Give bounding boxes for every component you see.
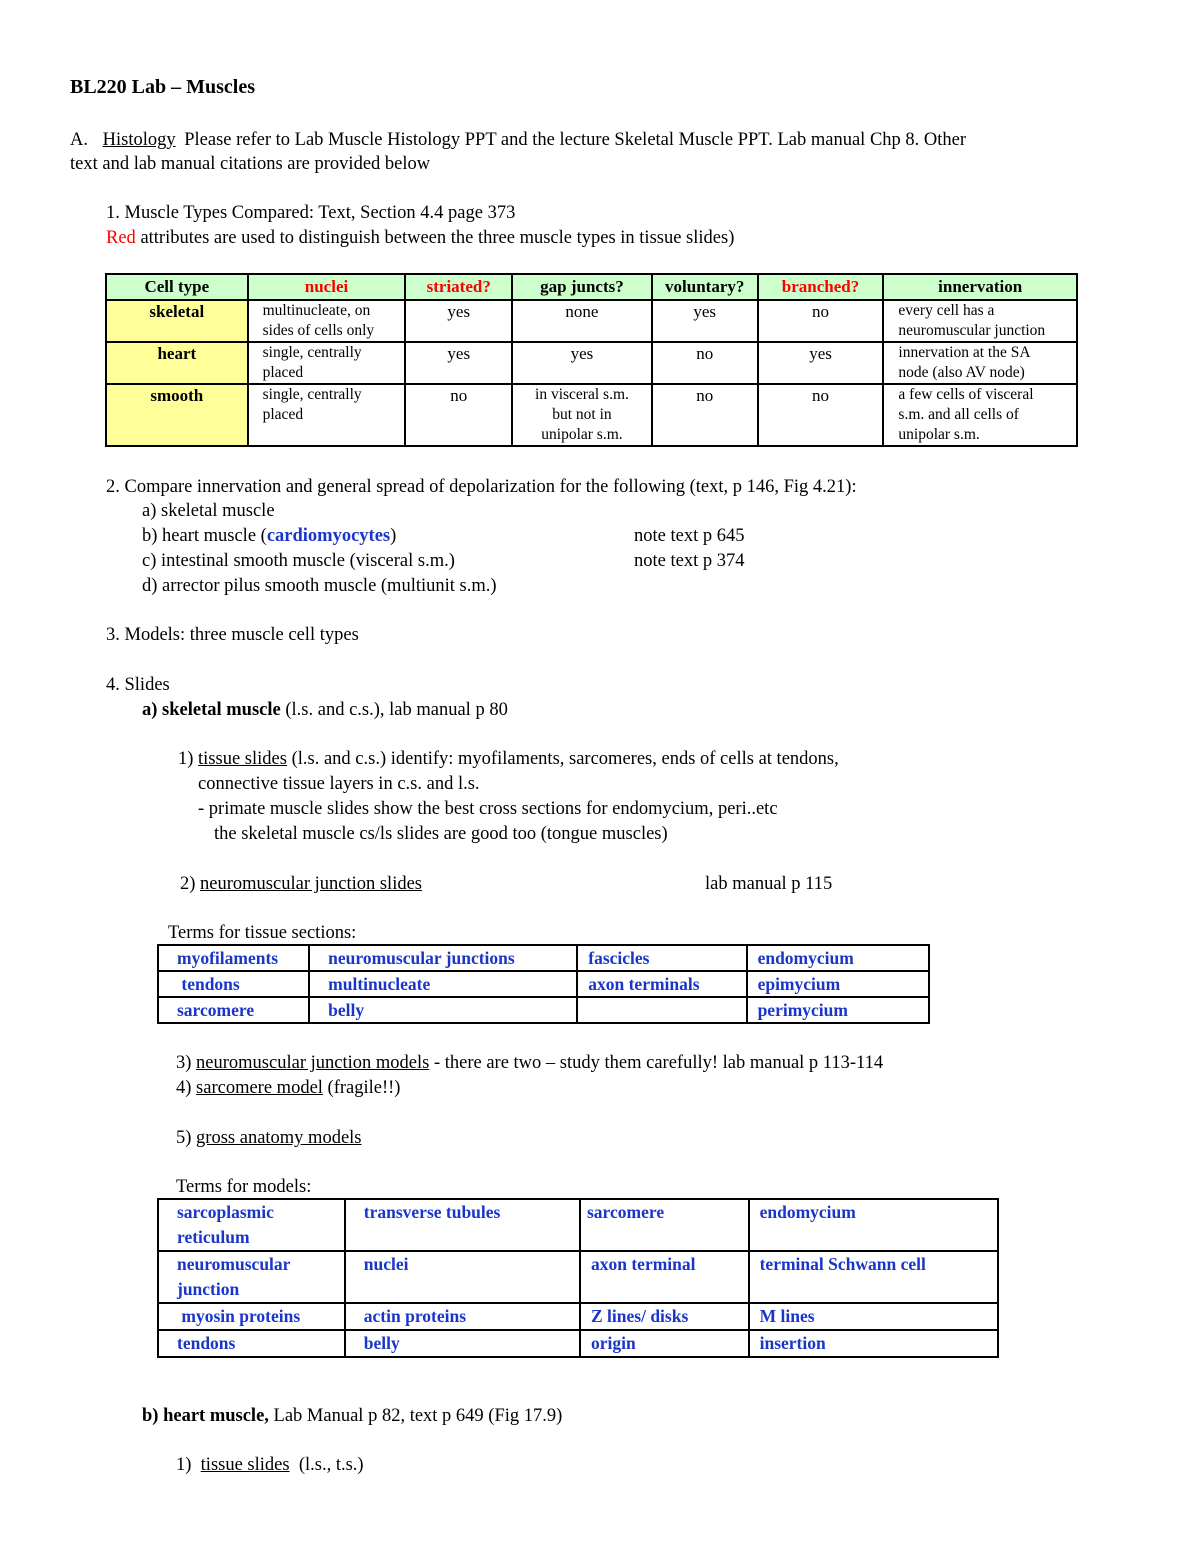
cell-innervation: innervation at the SA node (also AV node) <box>883 342 1077 384</box>
terms-label: Terms for tissue sections: <box>168 923 357 943</box>
models-label: Terms for models: <box>176 1177 312 1197</box>
term-cell: fascicles <box>577 945 746 971</box>
term-cell: epimycium <box>747 971 929 997</box>
cell-branched: yes <box>758 342 884 384</box>
cell-type: skeletal <box>106 300 248 342</box>
term-cell: nuclei <box>345 1251 580 1303</box>
cell-nuclei: multinucleate, on sides of cells only <box>248 300 406 342</box>
term-cell: perimycium <box>747 997 929 1023</box>
heart-slide-1-rest: (l.s., t.s.) <box>289 1455 364 1475</box>
term-cell: tendons <box>158 1330 345 1357</box>
slide-4-link: sarcomere model <box>196 1078 323 1098</box>
slide-4 <box>176 1076 400 1100</box>
slide-2-num: 2) <box>180 874 201 894</box>
terms-models-table <box>157 1198 999 1358</box>
section-intro-2: text and lab manual citations are provided below <box>70 154 431 174</box>
item2-c-note: note text p 374 <box>634 551 745 571</box>
header-cell: nuclei <box>248 274 406 300</box>
term-cell: origin <box>580 1330 749 1357</box>
item2-d: d) arrector pilus smooth muscle (multiunit s.m.) <box>142 576 497 596</box>
cell-gap: none <box>512 300 652 342</box>
heart-slide-1-link: tissue slides <box>200 1455 290 1475</box>
item2-b-note: note text p 645 <box>634 526 745 546</box>
term-cell: transverse tubules <box>345 1199 580 1251</box>
header-cell: branched? <box>758 274 884 300</box>
term-cell: neuromuscular junctions <box>309 945 577 971</box>
term-cell: endomycium <box>749 1199 998 1251</box>
slide-2-link: neuromuscular junction slides <box>200 874 423 894</box>
section-intro-1: Please refer to Lab Muscle Histology PPT and the lecture Skeletal Muscle PPT. Lab manual Chp 8. Other <box>184 130 967 150</box>
term-cell: terminal Schwann cell <box>749 1251 998 1303</box>
item4-b <box>142 1404 562 1428</box>
item2-b <box>142 524 396 548</box>
cell-striated: yes <box>405 300 512 342</box>
heart-slide-1 <box>176 1453 364 1477</box>
table-row <box>158 1330 998 1357</box>
table-row <box>158 1251 998 1303</box>
slide-5-link: gross anatomy models <box>196 1128 362 1148</box>
item4-a <box>142 698 508 722</box>
cardiomyocytes-term: cardiomyocytes <box>266 526 391 546</box>
term-cell: myosin proteins <box>158 1303 345 1330</box>
table-row <box>158 945 929 971</box>
slide-2-note: lab manual p 115 <box>705 874 833 894</box>
slide-1-line4: the skeletal muscle cs/ls slides are good too (tongue muscles) <box>214 824 668 844</box>
slide-3-link: neuromuscular junction models <box>196 1053 430 1073</box>
slide-1-num: 1) <box>178 749 199 769</box>
slide-3-num: 3) <box>176 1053 197 1073</box>
slide-1-line2: connective tissue layers in c.s. and l.s. <box>198 774 480 794</box>
section-letter: A. <box>70 130 88 150</box>
term-cell: belly <box>345 1330 580 1357</box>
cell-voluntary: no <box>652 384 758 446</box>
term-cell: axon terminal <box>580 1251 749 1303</box>
header-cell: gap juncts? <box>512 274 652 300</box>
slide-4-num: 4) <box>176 1078 197 1098</box>
term-cell: actin proteins <box>345 1303 580 1330</box>
item4-b-rest: Lab Manual p 82, text p 649 (Fig 17.9) <box>268 1406 563 1426</box>
header-cell: striated? <box>405 274 512 300</box>
term-cell: multinucleate <box>309 971 577 997</box>
slide-1-link: tissue slides <box>198 749 287 769</box>
term-cell: tendons <box>158 971 309 997</box>
slide-3 <box>176 1051 883 1075</box>
term-cell: axon terminals <box>577 971 746 997</box>
item1-note-rest: attributes are used to distinguish between the three muscle types in tissue slides) <box>135 228 735 248</box>
term-cell: Z lines/ disks <box>580 1303 749 1330</box>
item4-a-rest: (l.s. and c.s.), lab manual p 80 <box>280 700 508 720</box>
cell-branched: no <box>758 300 884 342</box>
slide-2 <box>180 872 422 896</box>
heart-slide-1-num: 1) <box>176 1455 201 1475</box>
table-row <box>106 384 1077 446</box>
cell-innervation: a few cells of visceral s.m. and all cells of unipolar s.m. <box>883 384 1077 446</box>
item2-b-pre: b) heart muscle ( <box>142 526 267 546</box>
term-cell <box>577 997 746 1023</box>
item3-line: 3. Models: three muscle cell types <box>106 625 359 645</box>
term-cell: neuromuscular junction <box>158 1251 345 1303</box>
table-row <box>158 1303 998 1330</box>
item4-a-bold: a) skeletal muscle <box>142 700 281 720</box>
header-cell: voluntary? <box>652 274 758 300</box>
item1-note <box>106 226 734 250</box>
table-row <box>106 300 1077 342</box>
slide-5 <box>176 1126 362 1150</box>
table-row <box>158 1199 998 1251</box>
term-cell: belly <box>309 997 577 1023</box>
cell-voluntary: yes <box>652 300 758 342</box>
cell-branched: no <box>758 384 884 446</box>
item2-a: a) skeletal muscle <box>142 501 275 521</box>
header-cell: innervation <box>883 274 1077 300</box>
section-heading: Histology <box>102 130 176 150</box>
muscle-types-table <box>105 273 1078 447</box>
section-a-line1 <box>70 128 966 152</box>
term-cell: insertion <box>749 1330 998 1357</box>
cell-innervation: every cell has a neuromuscular junction <box>883 300 1077 342</box>
cell-nuclei: single, centrally placed <box>248 342 406 384</box>
item1-line: 1. Muscle Types Compared: Text, Section 4.4 page 373 <box>106 203 516 223</box>
term-cell: myofilaments <box>158 945 309 971</box>
cell-gap: in visceral s.m. but not in unipolar s.m. <box>512 384 652 446</box>
cell-type: heart <box>106 342 248 384</box>
slide-1-rest: (l.s. and c.s.) identify: myofilaments, sarcomeres, ends of cells at tendons, <box>286 749 839 769</box>
slide-1 <box>178 747 839 771</box>
red-word: Red <box>106 228 136 248</box>
term-cell: M lines <box>749 1303 998 1330</box>
term-cell: sarcomere <box>158 997 309 1023</box>
cell-striated: no <box>405 384 512 446</box>
cell-voluntary: no <box>652 342 758 384</box>
terms-tissue-table <box>157 944 930 1024</box>
cell-striated: yes <box>405 342 512 384</box>
slide-4-rest: (fragile!!) <box>322 1078 401 1098</box>
page-title: BL220 Lab – Muscles <box>70 76 256 98</box>
slide-1-line3: - primate muscle slides show the best cross sections for endomycium, peri..etc <box>198 799 778 819</box>
cell-nuclei: single, centrally placed <box>248 384 406 446</box>
table-row <box>106 342 1077 384</box>
term-cell: sarcoplasmic reticulum <box>158 1199 345 1251</box>
table-row <box>158 971 929 997</box>
item2-b-post: ) <box>390 526 397 546</box>
table-header-row <box>106 274 1077 300</box>
table-row <box>158 997 929 1023</box>
term-cell: sarcomere <box>580 1199 749 1251</box>
slide-3-rest: - there are two – study them carefully! lab manual p 113-114 <box>429 1053 884 1073</box>
cell-type: smooth <box>106 384 248 446</box>
term-cell: endomycium <box>747 945 929 971</box>
item2-line: 2. Compare innervation and general spread of depolarization for the following (text, p 146, Fig 4.21): <box>106 477 857 497</box>
cell-gap: yes <box>512 342 652 384</box>
item4-line: 4. Slides <box>106 675 170 695</box>
slide-5-num: 5) <box>176 1128 197 1148</box>
header-cell: Cell type <box>106 274 248 300</box>
item2-c: c) intestinal smooth muscle (visceral s.m.) <box>142 551 455 571</box>
item4-b-bold: b) heart muscle, <box>142 1406 269 1426</box>
